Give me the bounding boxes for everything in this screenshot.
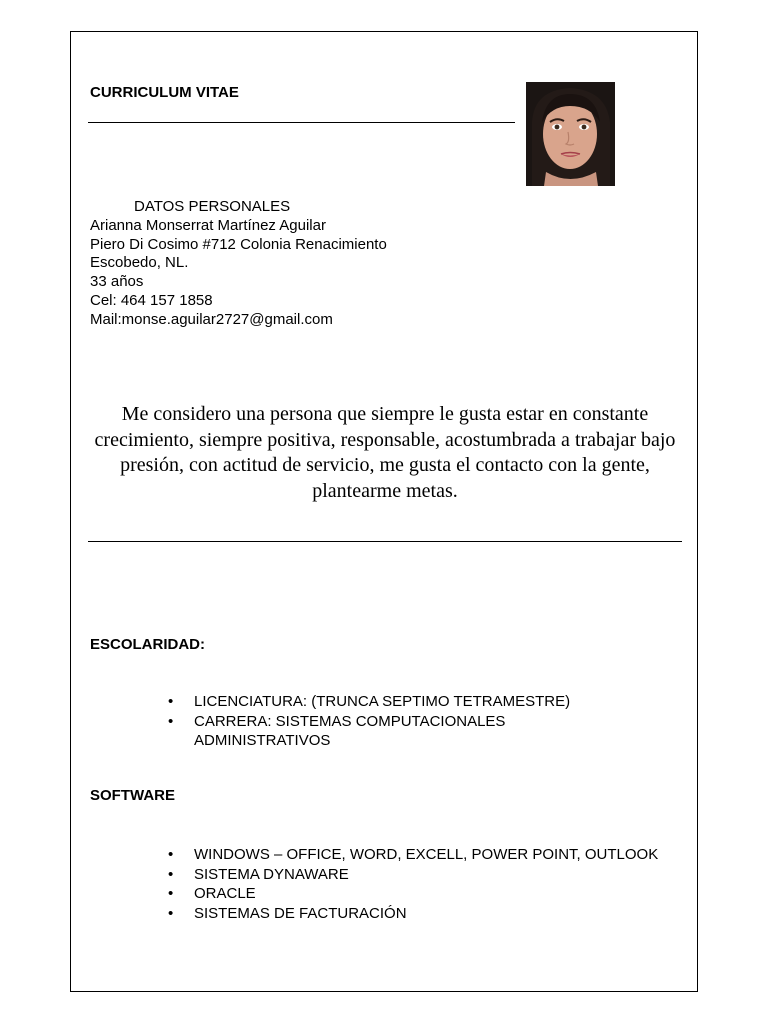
cv-title: CURRICULUM VITAE — [90, 84, 239, 101]
list-item: • WINDOWS – OFFICE, WORD, EXCELL, POWER POINT, OUTLOOK — [90, 845, 670, 865]
education-list — [90, 692, 610, 751]
portrait-image — [526, 82, 615, 186]
city: Escobedo, NL. — [90, 254, 189, 272]
email: Mail:monse.aguilar2727@gmail.com — [90, 310, 333, 328]
phone: Cel: 464 157 1858 — [90, 291, 213, 309]
list-item: • CARRERA: SISTEMAS COMPUTACIONALES ADMINISTRATIVOS — [90, 712, 610, 751]
education-heading: ESCOLARIDAD: — [90, 636, 205, 653]
summary-divider — [88, 541, 682, 542]
personal-data-section — [90, 198, 387, 330]
address: Piero Di Cosimo #712 Colonia Renacimiento — [90, 235, 387, 253]
list-item: • LICENCIATURA: (TRUNCA SEPTIMO TETRAMESTRE) — [90, 692, 610, 712]
list-item: • SISTEMAS DE FACTURACIÓN — [90, 904, 670, 924]
profile-photo — [526, 82, 615, 186]
profile-summary: Me considero una persona que siempre le gusta estar en constante crecimiento, siempre positiva, responsable, acostumbrada a trabajar bajo presión, con actitud de servicio, me gusta el contacto con la gente, plantearme metas. — [94, 403, 676, 502]
software-list — [90, 845, 670, 923]
full-name: Arianna Monserrat Martínez Aguilar — [90, 216, 326, 234]
age: 33 años — [90, 273, 144, 291]
title-divider — [88, 122, 515, 123]
software-heading: SOFTWARE — [90, 787, 175, 804]
list-item: • ORACLE — [90, 884, 670, 904]
list-item: • SISTEMA DYNAWARE — [90, 865, 670, 885]
personal-data-heading: DATOS PERSONALES — [134, 198, 291, 215]
cv-page — [70, 31, 698, 992]
